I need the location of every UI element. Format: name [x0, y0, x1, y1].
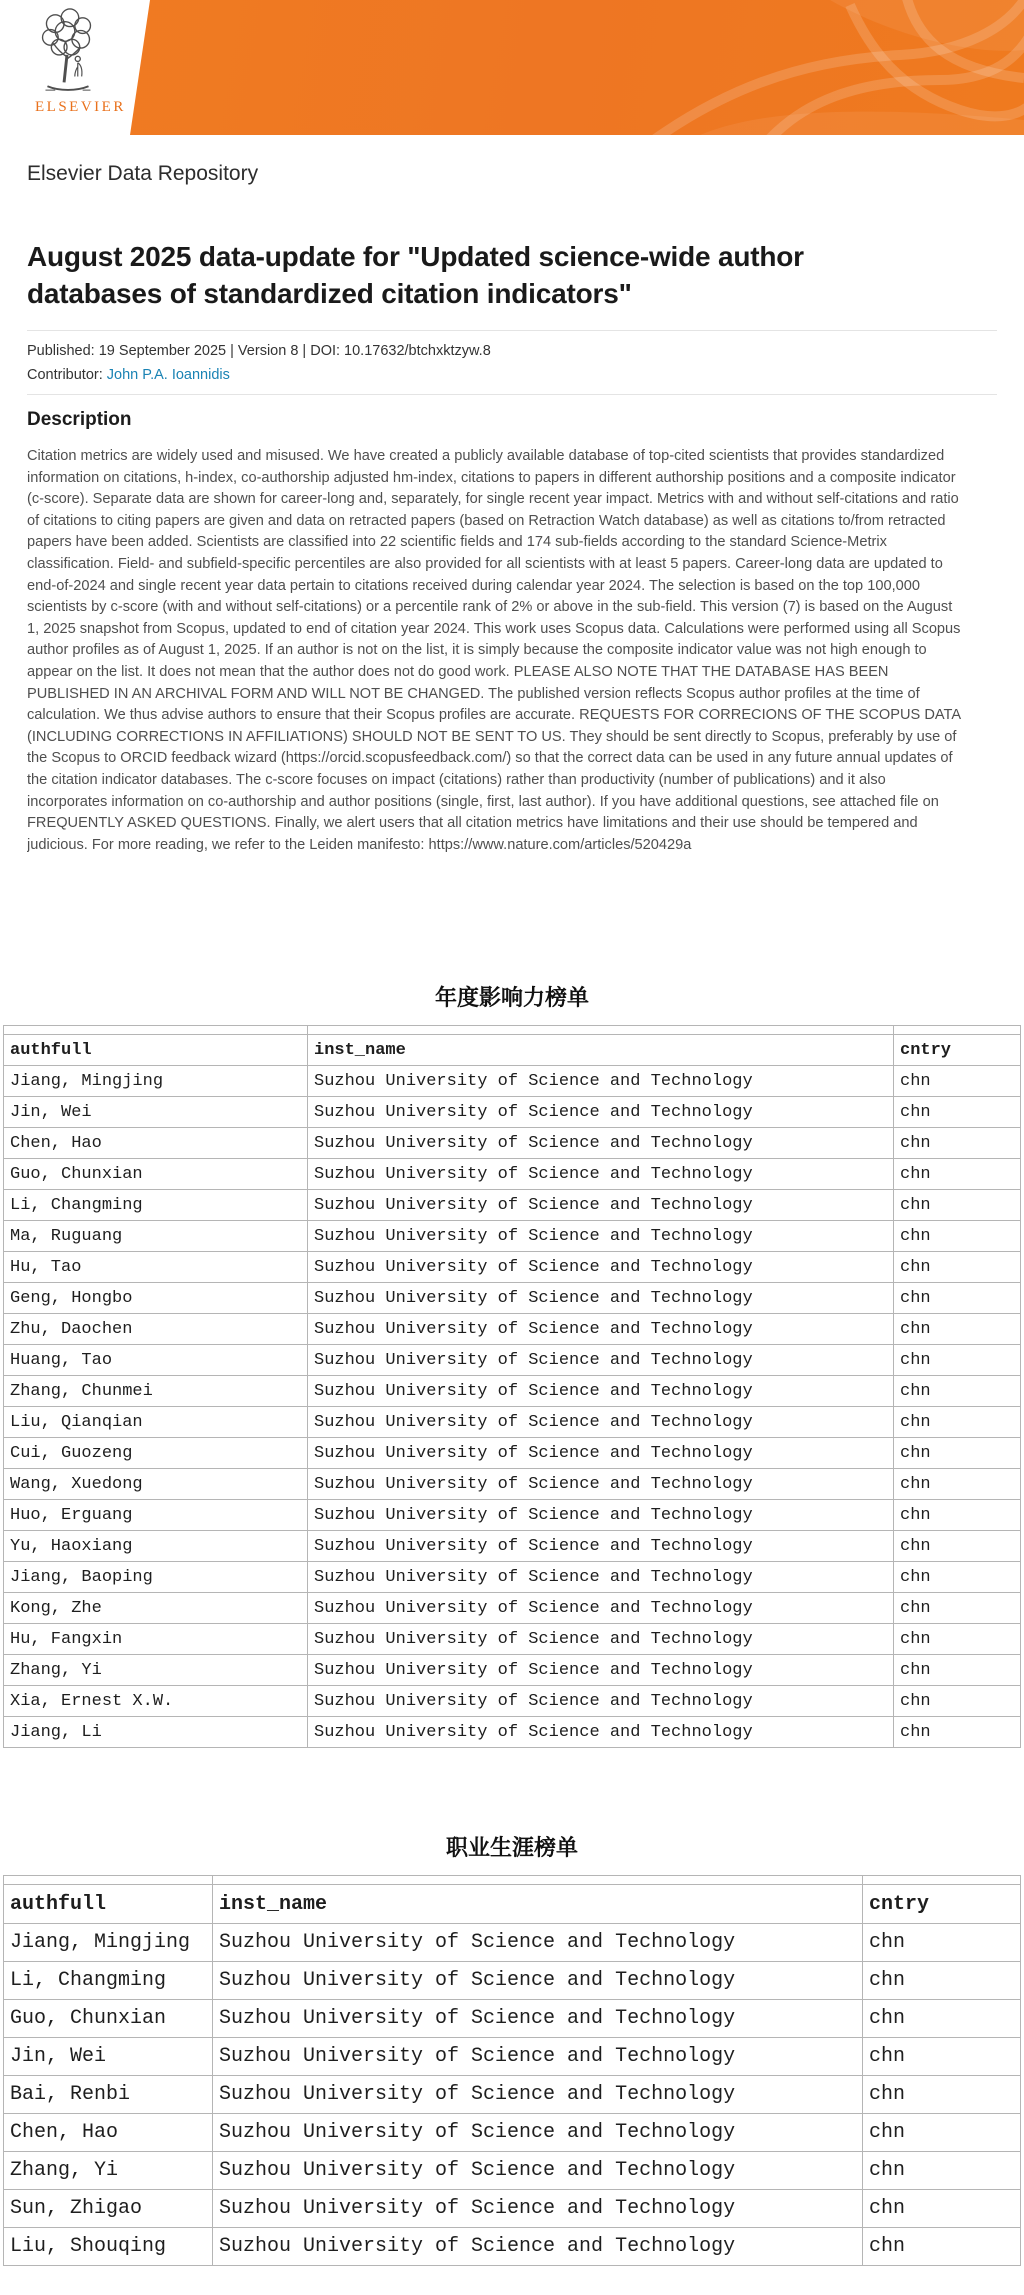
table-cell: Jiang, Mingjing — [4, 1924, 213, 1962]
table-cell: Sun, Zhigao — [4, 2190, 213, 2228]
table-cell: Suzhou University of Science and Technology — [308, 1593, 894, 1624]
table-cell: Hu, Fangxin — [4, 1624, 308, 1655]
divider — [27, 394, 997, 395]
table-cell: chn — [894, 1252, 1021, 1283]
contributor-line — [27, 364, 997, 388]
table-cell: Chen, Hao — [4, 1128, 308, 1159]
table-cell: Liu, Shouqing — [4, 2228, 213, 2266]
table-row — [4, 1283, 1021, 1314]
table-cell: chn — [894, 1128, 1021, 1159]
table-cell: Zhang, Yi — [4, 1655, 308, 1686]
table-cell: Suzhou University of Science and Technology — [308, 1655, 894, 1686]
table-cell: Jiang, Baoping — [4, 1562, 308, 1593]
column-header: cntry — [894, 1035, 1021, 1066]
site-title: Elsevier Data Repository — [27, 162, 259, 185]
table-row — [4, 1159, 1021, 1190]
table-top-sliver — [4, 1026, 1021, 1035]
table-cell: Wang, Xuedong — [4, 1469, 308, 1500]
table-cell: Suzhou University of Science and Technology — [308, 1376, 894, 1407]
table-cell: Zhang, Chunmei — [4, 1376, 308, 1407]
table-header-row — [4, 1885, 1021, 1924]
career-list-table — [0, 1875, 1024, 2266]
table-cell: chn — [863, 2000, 1021, 2038]
table-cell: Suzhou University of Science and Technology — [213, 1924, 863, 1962]
table-cell: Suzhou University of Science and Technology — [308, 1562, 894, 1593]
table-cell: Suzhou University of Science and Technology — [213, 2190, 863, 2228]
table-cell: Suzhou University of Science and Technology — [213, 2228, 863, 2266]
table-cell: Suzhou University of Science and Technology — [308, 1066, 894, 1097]
annual-list-title: 年度影响力榜单 — [434, 985, 589, 1010]
table-cell: chn — [863, 1962, 1021, 2000]
table-cell: Jiang, Li — [4, 1717, 308, 1748]
table-row — [4, 1686, 1021, 1717]
table-cell: chn — [894, 1624, 1021, 1655]
table-row — [4, 1469, 1021, 1500]
table-cell: chn — [894, 1283, 1021, 1314]
table-row — [4, 2228, 1021, 2266]
table-row — [4, 1376, 1021, 1407]
table-cell: Jin, Wei — [4, 2038, 213, 2076]
column-header: cntry — [863, 1885, 1021, 1924]
contributor-link[interactable]: John P.A. Ioannidis — [106, 366, 230, 383]
sliver-cell — [894, 1026, 1021, 1035]
table-cell: Suzhou University of Science and Technology — [308, 1252, 894, 1283]
table-cell: Liu, Qianqian — [4, 1407, 308, 1438]
table-cell: Suzhou University of Science and Technology — [308, 1221, 894, 1252]
table-cell: Suzhou University of Science and Technology — [308, 1500, 894, 1531]
table-cell: Suzhou University of Science and Technology — [308, 1128, 894, 1159]
table-cell: Jiang, Mingjing — [4, 1066, 308, 1097]
table-row — [4, 1531, 1021, 1562]
table-cell: Suzhou University of Science and Technology — [308, 1159, 894, 1190]
sliver-cell — [863, 1876, 1021, 1885]
table-cell: Suzhou University of Science and Technology — [213, 2114, 863, 2152]
table-cell: chn — [894, 1500, 1021, 1531]
table-row — [4, 1655, 1021, 1686]
table-cell: chn — [894, 1593, 1021, 1624]
table-cell: Suzhou University of Science and Technology — [308, 1190, 894, 1221]
table-row — [4, 2000, 1021, 2038]
table-cell: Jin, Wei — [4, 1097, 308, 1128]
table-cell: Geng, Hongbo — [4, 1283, 308, 1314]
table-row — [4, 1438, 1021, 1469]
column-header: inst_name — [308, 1035, 894, 1066]
table-row — [4, 2152, 1021, 2190]
table-cell: chn — [894, 1562, 1021, 1593]
table-cell: Suzhou University of Science and Technology — [213, 2038, 863, 2076]
table-cell: chn — [863, 2076, 1021, 2114]
divider — [27, 330, 997, 331]
header-banner — [0, 0, 1024, 135]
table-top-sliver — [4, 1876, 1021, 1885]
elsevier-logo[interactable] — [35, 8, 155, 116]
table-cell: chn — [863, 1924, 1021, 1962]
table-cell: chn — [894, 1159, 1021, 1190]
table-cell: Guo, Chunxian — [4, 2000, 213, 2038]
table-cell: Suzhou University of Science and Technology — [213, 1962, 863, 2000]
table-cell: Suzhou University of Science and Technology — [308, 1097, 894, 1128]
column-header: inst_name — [213, 1885, 863, 1924]
table-row — [4, 2076, 1021, 2114]
elsevier-tree-icon — [37, 8, 97, 98]
table-row — [4, 2114, 1021, 2152]
table-cell: Guo, Chunxian — [4, 1159, 308, 1190]
table-row — [4, 1066, 1021, 1097]
table-cell: chn — [894, 1655, 1021, 1686]
table-row — [4, 1345, 1021, 1376]
table-header-row — [4, 1035, 1021, 1066]
table-cell: chn — [894, 1407, 1021, 1438]
table-cell: Ma, Ruguang — [4, 1221, 308, 1252]
contributor-label: Contributor: — [27, 366, 107, 383]
description-heading: Description — [27, 409, 132, 430]
table-cell: chn — [894, 1221, 1021, 1252]
table-cell: Suzhou University of Science and Technology — [213, 2152, 863, 2190]
table-cell: Suzhou University of Science and Technology — [213, 2076, 863, 2114]
table-cell: chn — [894, 1717, 1021, 1748]
sliver-cell — [4, 1026, 308, 1035]
table-cell: Suzhou University of Science and Technology — [308, 1438, 894, 1469]
table-cell: chn — [894, 1314, 1021, 1345]
table-cell: Xia, Ernest X.W. — [4, 1686, 308, 1717]
table-cell: Suzhou University of Science and Technology — [308, 1283, 894, 1314]
column-header: authfull — [4, 1035, 308, 1066]
table-cell: chn — [863, 2152, 1021, 2190]
table-row — [4, 1252, 1021, 1283]
table-row — [4, 1221, 1021, 1252]
column-header: authfull — [4, 1885, 213, 1924]
table-cell: Suzhou University of Science and Technology — [213, 2000, 863, 2038]
table-cell: chn — [894, 1531, 1021, 1562]
table-row — [4, 2038, 1021, 2076]
table-cell: Kong, Zhe — [4, 1593, 308, 1624]
description-text: Citation metrics are widely used and misused. We have created a publicly available database of top-cited scientists that provides standardized information on citations, h-index, co-authorship adjusted hm-index, citations to papers in different authorship positions and a composite indicator (c-score). Separate data are shown for career-long and, separately, for single recent year impact. Metrics with and without self-citations and ratio of citations to citing papers are given and data on retracted papers (based on Retraction Watch database) as well as citations to/from retracted papers have been added. Scientists are classified into 22 scientific fields and 174 sub-fields according to the standard Science-Metrix classification. Field- and subfield-specific percentiles are also provided for all scientists with at least 5 papers. Career-long data are updated to end-of-2024 and single recent year data pertain to citations received during calendar year 2024. The selection is based on the top 100,000 scientists by c-score (with and without self-citations) or a percentile rank of 2% or above in the sub-field. This version (7) is based on the August 1, 2025 snapshot from Scopus, updated to end of citation year 2024. This work uses Scopus data. Calculations were performed using all Scopus author profiles as of August 1, 2025. If an author is not on the list, it is simply because the composite indicator value was not high enough to appear on the list. It does not mean that the author does not do good work. PLEASE ALSO NOTE THAT THE DATABASE HAS BEEN PUBLISHED IN AN ARCHIVAL FORM AND WILL NOT BE CHANGED. The published version reflects Scopus author profiles at the time of calculation. We thus advise authors to ensure that their Scopus profiles are accurate. REQUESTS FOR CORRECIONS OF THE SCOPUS DATA (INCLUDING CORRECTIONS IN AFFILIATIONS) SHOULD NOT BE SENT TO US. They should be sent directly to Scopus, preferably by use of the Scopus to ORCID feedback wizard (https://orcid.scopusfeedback.com/) so that the correct data can be used in any future annual updates of the citation indicator databases. The c-score focuses on impact (citations) rather than productivity (number of publications) and it also incorporates information on co-authorship and author positions (single, first, last author). If you have additional questions, see attached file on FREQUENTLY ASKED QUESTIONS. Finally, we alert users that all citation metrics have limitations and their use should be tempered and judicious. For more reading, we refer to the Leiden manifesto: https://www.nature.com/articles/520429a — [27, 448, 961, 853]
table-cell: Li, Changming — [4, 1962, 213, 2000]
table-row — [4, 1314, 1021, 1345]
table-cell: chn — [894, 1066, 1021, 1097]
table-row — [4, 1097, 1021, 1128]
table-cell: Suzhou University of Science and Technology — [308, 1407, 894, 1438]
table-cell: Li, Changming — [4, 1190, 308, 1221]
table-cell: chn — [894, 1686, 1021, 1717]
table-cell: Suzhou University of Science and Technology — [308, 1345, 894, 1376]
table-cell: Zhang, Yi — [4, 2152, 213, 2190]
elsevier-logo-text: ELSEVIER — [35, 99, 126, 115]
table-row — [4, 1624, 1021, 1655]
sliver-cell — [4, 1876, 213, 1885]
table-cell: chn — [863, 2038, 1021, 2076]
table-cell: chn — [863, 2190, 1021, 2228]
article-meta — [27, 340, 997, 387]
table-cell: Chen, Hao — [4, 2114, 213, 2152]
table-row — [4, 1717, 1021, 1748]
table-cell: chn — [863, 2228, 1021, 2266]
table-row — [4, 1190, 1021, 1221]
table-cell: Suzhou University of Science and Technology — [308, 1314, 894, 1345]
table-row — [4, 1593, 1021, 1624]
table-row — [4, 2190, 1021, 2228]
sliver-cell — [308, 1026, 894, 1035]
table-cell: Cui, Guozeng — [4, 1438, 308, 1469]
table-row — [4, 1128, 1021, 1159]
sliver-cell — [213, 1876, 863, 1885]
table-row — [4, 1500, 1021, 1531]
table-cell: chn — [894, 1376, 1021, 1407]
table-cell: chn — [894, 1438, 1021, 1469]
table-cell: chn — [894, 1097, 1021, 1128]
table-row — [4, 1924, 1021, 1962]
table-row — [4, 1562, 1021, 1593]
table-cell: Yu, Haoxiang — [4, 1531, 308, 1562]
table-cell: Suzhou University of Science and Technology — [308, 1469, 894, 1500]
table-cell: Suzhou University of Science and Technology — [308, 1717, 894, 1748]
table-cell: chn — [894, 1345, 1021, 1376]
table-cell: Huo, Erguang — [4, 1500, 308, 1531]
table-cell: Suzhou University of Science and Technology — [308, 1531, 894, 1562]
table-cell: Zhu, Daochen — [4, 1314, 308, 1345]
table-cell: Suzhou University of Science and Technology — [308, 1686, 894, 1717]
table-row — [4, 1407, 1021, 1438]
table-cell: Huang, Tao — [4, 1345, 308, 1376]
table-cell: chn — [894, 1190, 1021, 1221]
career-list-title: 职业生涯榜单 — [445, 1835, 578, 1860]
table-row — [4, 1962, 1021, 2000]
table-cell: chn — [863, 2114, 1021, 2152]
table-cell: Suzhou University of Science and Technology — [308, 1624, 894, 1655]
table-cell: Hu, Tao — [4, 1252, 308, 1283]
table-cell: Bai, Renbi — [4, 2076, 213, 2114]
published-version-doi-line: Published: 19 September 2025 | Version 8 | DOI: 10.17632/btchxktzyw.8 — [27, 343, 491, 359]
page-title: August 2025 data-update for "Updated science-wide author databases of standardized citation indicators" — [27, 241, 804, 309]
table-cell: chn — [894, 1469, 1021, 1500]
annual-impact-table — [0, 1025, 1024, 1748]
